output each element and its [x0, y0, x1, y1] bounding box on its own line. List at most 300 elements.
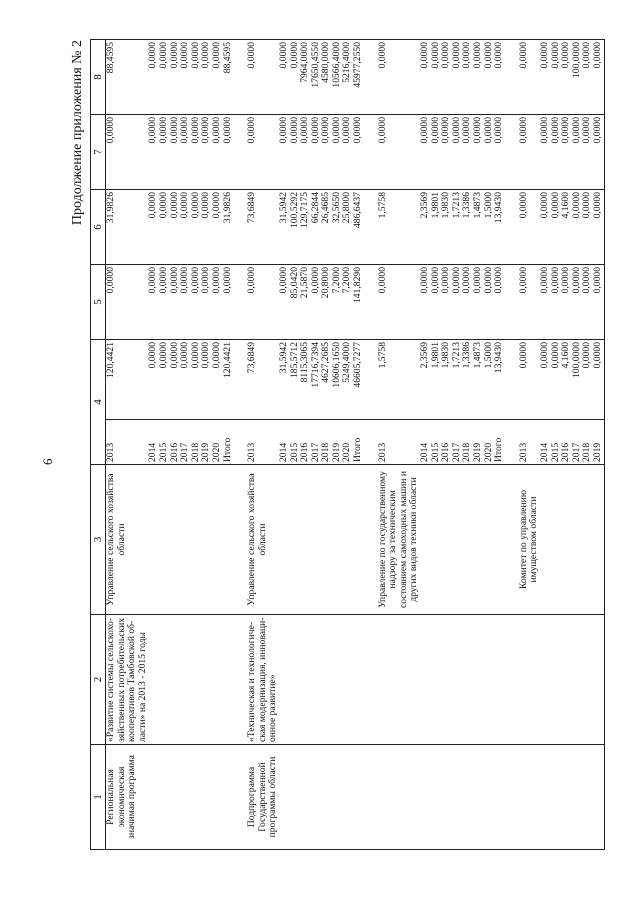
spacer-cell — [233, 465, 247, 615]
executor-cell — [484, 465, 495, 615]
year-cell: 2013 — [106, 420, 149, 465]
program-name-cell — [540, 615, 551, 745]
total-cell: 10606,1650 — [332, 340, 343, 420]
year-cell: 2013 — [519, 420, 540, 465]
value-cell-col7: 0,0000 — [159, 115, 170, 190]
spacer-cell — [364, 465, 378, 615]
appendix-caption: Продолжение приложения № 2 — [70, 40, 85, 226]
value-cell-col6: 32,5650 — [332, 190, 343, 265]
program-type-cell — [290, 745, 301, 850]
year-cell: 2015 — [431, 420, 442, 465]
executor-cell — [582, 465, 593, 615]
value-cell-col8: 0,0000 — [378, 40, 420, 115]
value-cell-col5: 0,0000 — [378, 265, 420, 340]
value-cell-col5: 0,0000 — [311, 265, 322, 340]
year-cell: 2019 — [332, 420, 343, 465]
value-cell-col6: 1,9801 — [431, 190, 442, 265]
header-cell: 1 — [91, 745, 106, 850]
program-name-cell — [159, 615, 170, 745]
value-cell-col6: 100,5292 — [290, 190, 301, 265]
year-cell: 2016 — [441, 420, 452, 465]
value-cell-col5: 0,0000 — [201, 265, 212, 340]
executor-cell: Комитет по управлению имуществом области — [519, 465, 540, 615]
value-cell-col7: 0,0000 — [582, 115, 593, 190]
value-cell-col7: 0,0000 — [212, 115, 223, 190]
value-cell-col8: 0,0000 — [452, 40, 463, 115]
program-name-cell — [300, 615, 311, 745]
program-name-cell — [170, 615, 181, 745]
total-cell: 0,0000 — [159, 340, 170, 420]
value-cell-col5: 0,0000 — [561, 265, 572, 340]
value-cell-col7: 0,0000 — [561, 115, 572, 190]
spacer-cell — [364, 190, 378, 265]
program-name-cell — [191, 615, 202, 745]
program-name-cell — [582, 615, 593, 745]
program-name-cell — [572, 615, 583, 745]
year-cell: 2013 — [247, 420, 279, 465]
total-cell: 17716,7394 — [311, 340, 322, 420]
program-name-cell — [462, 615, 473, 745]
value-cell-col7: 0,0000 — [494, 115, 505, 190]
total-cell: 185,5712 — [290, 340, 301, 420]
table-header-row — [91, 40, 106, 850]
value-cell-col5: 0,0000 — [473, 265, 484, 340]
program-type-cell — [540, 745, 551, 850]
value-cell-col5: 0,0000 — [247, 265, 279, 340]
appendix-table — [90, 39, 605, 850]
value-cell-col6: 31,5942 — [279, 190, 290, 265]
year-cell: Итого — [353, 420, 364, 465]
executor-cell — [279, 465, 290, 615]
spacer-cell — [364, 745, 378, 850]
program-type-cell — [201, 745, 212, 850]
total-cell: 0,0000 — [582, 340, 593, 420]
executor-cell — [441, 465, 452, 615]
executor-cell — [170, 465, 181, 615]
value-cell-col7: 0,0000 — [473, 115, 484, 190]
total-cell: 0,0000 — [212, 340, 223, 420]
year-cell: 2013 — [378, 420, 420, 465]
header-cell: 2 — [91, 615, 106, 745]
executor-cell — [540, 465, 551, 615]
value-cell-col8: 0,0000 — [593, 40, 604, 115]
total-cell: 120,4421 — [106, 340, 149, 420]
page-number: 6 — [40, 458, 55, 465]
executor-cell — [332, 465, 343, 615]
program-type-cell — [180, 745, 191, 850]
value-cell-col6: 1,5758 — [378, 190, 420, 265]
total-cell: 2,3569 — [420, 340, 431, 420]
value-cell-col8: 0,0000 — [159, 40, 170, 115]
spacer-cell — [505, 420, 519, 465]
executor-cell: Управление сельского хозяйства области — [106, 465, 149, 615]
program-type-cell — [353, 745, 364, 850]
value-cell-col5: 0,0000 — [593, 265, 604, 340]
value-cell-col6: 486,6437 — [353, 190, 364, 265]
value-cell-col6: 4,1600 — [561, 190, 572, 265]
program-name-cell — [494, 615, 505, 745]
value-cell-col8: 45977,2550 — [353, 40, 364, 115]
program-name-cell — [212, 615, 223, 745]
spacer-cell — [364, 40, 378, 115]
total-cell: 1,5000 — [484, 340, 495, 420]
value-cell-col5: 0,0000 — [551, 265, 562, 340]
value-cell-col6: 0,0000 — [593, 190, 604, 265]
value-cell-col5: 20,8000 — [321, 265, 332, 340]
value-cell-col8: 0,0000 — [191, 40, 202, 115]
program-type-cell — [148, 745, 159, 850]
value-cell-col8: 0,0000 — [561, 40, 572, 115]
table-row — [540, 40, 551, 850]
value-cell-col5: 0,0000 — [159, 265, 170, 340]
total-cell: 31,5942 — [279, 340, 290, 420]
table-row — [223, 40, 234, 850]
program-name-cell — [148, 615, 159, 745]
program-type-cell — [321, 745, 332, 850]
program-name-cell — [353, 615, 364, 745]
total-cell: 4627,2685 — [321, 340, 332, 420]
spacer-cell — [233, 420, 247, 465]
value-cell-col6: 0,0000 — [572, 190, 583, 265]
value-cell-col8: 0,0000 — [462, 40, 473, 115]
value-cell-col7: 0,0000 — [279, 115, 290, 190]
program-name-cell — [201, 615, 212, 745]
value-cell-col7: 0,0000 — [290, 115, 301, 190]
header-cell: 5 — [91, 265, 106, 340]
table-row — [212, 40, 223, 850]
executor-cell — [159, 465, 170, 615]
total-cell: 1,4873 — [473, 340, 484, 420]
spacer-cell — [505, 615, 519, 745]
year-cell: Итого — [223, 420, 234, 465]
program-type-cell — [431, 745, 442, 850]
value-cell-col7: 0,0000 — [462, 115, 473, 190]
value-cell-col7: 0,0000 — [332, 115, 343, 190]
header-cell: 3 — [91, 465, 106, 615]
value-cell-col8: 0,0000 — [420, 40, 431, 115]
value-cell-col8: 0,0000 — [441, 40, 452, 115]
value-cell-col8: 100,0000 — [572, 40, 583, 115]
spacer-cell — [505, 745, 519, 850]
total-cell: 1,7213 — [452, 340, 463, 420]
executor-cell — [223, 465, 234, 615]
table-row — [593, 40, 604, 850]
program-name-cell — [561, 615, 572, 745]
program-type-cell — [561, 745, 572, 850]
year-cell: 2019 — [593, 420, 604, 465]
value-cell-col7: 0,0000 — [452, 115, 463, 190]
total-cell: 8115,3065 — [300, 340, 311, 420]
executor-cell — [431, 465, 442, 615]
value-cell-col8: 0,0000 — [180, 40, 191, 115]
program-name-cell — [342, 615, 353, 745]
program-type-cell — [462, 745, 473, 850]
year-cell: 2017 — [452, 420, 463, 465]
value-cell-col8: 88,4595 — [106, 40, 149, 115]
value-cell-col6: 25,8000 — [342, 190, 353, 265]
value-cell-col6: 2,3569 — [420, 190, 431, 265]
value-cell-col6: 31,9826 — [223, 190, 234, 265]
year-cell: 2019 — [473, 420, 484, 465]
program-name-cell — [473, 615, 484, 745]
total-cell: 0,0000 — [180, 340, 191, 420]
value-cell-col8: 0,0000 — [494, 40, 505, 115]
program-name-cell — [431, 615, 442, 745]
value-cell-col7: 0,0000 — [342, 115, 353, 190]
value-cell-col7: 0,0000 — [420, 115, 431, 190]
year-cell: 2017 — [180, 420, 191, 465]
year-cell: 2018 — [462, 420, 473, 465]
value-cell-col8: 0,0000 — [170, 40, 181, 115]
program-name-cell — [420, 615, 431, 745]
program-name-cell — [484, 615, 495, 745]
program-name-cell — [279, 615, 290, 745]
value-cell-col7: 0,0000 — [572, 115, 583, 190]
year-cell: 2015 — [159, 420, 170, 465]
value-cell-col8: 0,0000 — [212, 40, 223, 115]
value-cell-col6: 1,7213 — [452, 190, 463, 265]
value-cell-col6: 66,2844 — [311, 190, 322, 265]
total-cell: 0,0000 — [170, 340, 181, 420]
program-name-cell: «Техническая и технологиче-ская модернизация, инноваци-онное развитие» — [247, 615, 279, 745]
value-cell-col5: 0,0000 — [279, 265, 290, 340]
table-row — [494, 40, 505, 850]
value-cell-col8: 0,0000 — [201, 40, 212, 115]
total-cell: 1,9830 — [441, 340, 452, 420]
value-cell-col7: 0,0000 — [148, 115, 159, 190]
value-cell-col6: 0,0000 — [519, 190, 540, 265]
executor-cell — [420, 465, 431, 615]
program-type-cell — [191, 745, 202, 850]
value-cell-col7: 0,0000 — [431, 115, 442, 190]
subgroup-spacer-row — [364, 40, 378, 850]
table-row — [247, 40, 279, 850]
value-cell-col7: 0,0000 — [353, 115, 364, 190]
value-cell-col6: 0,0000 — [159, 190, 170, 265]
table-row — [473, 40, 484, 850]
total-cell: 0,0000 — [540, 340, 551, 420]
year-cell: 2018 — [321, 420, 332, 465]
program-type-cell — [593, 745, 604, 850]
executor-cell — [191, 465, 202, 615]
program-name-cell — [311, 615, 322, 745]
value-cell-col5: 0,0000 — [462, 265, 473, 340]
program-name-cell — [593, 615, 604, 745]
executor-cell — [462, 465, 473, 615]
program-type-cell — [212, 745, 223, 850]
value-cell-col7: 0,0000 — [519, 115, 540, 190]
executor-cell — [212, 465, 223, 615]
total-cell: 46605,7277 — [353, 340, 364, 420]
total-cell: 0,0000 — [201, 340, 212, 420]
value-cell-col7: 0,0000 — [247, 115, 279, 190]
executor-cell — [321, 465, 332, 615]
value-cell-col7: 0,0000 — [484, 115, 495, 190]
value-cell-col7: 0,0000 — [441, 115, 452, 190]
value-cell-col5: 0,0000 — [191, 265, 202, 340]
executor-cell — [452, 465, 463, 615]
value-cell-col5: 0,0000 — [572, 265, 583, 340]
year-cell: 2018 — [582, 420, 593, 465]
year-cell: 2014 — [540, 420, 551, 465]
value-cell-col8: 0,0000 — [484, 40, 495, 115]
spacer-cell — [233, 115, 247, 190]
total-cell: 0,0000 — [593, 340, 604, 420]
total-cell: 0,0000 — [551, 340, 562, 420]
year-cell: 2020 — [484, 420, 495, 465]
table-body — [106, 40, 605, 850]
year-cell: 2016 — [561, 420, 572, 465]
executor-cell — [353, 465, 364, 615]
table-row — [106, 40, 149, 850]
value-cell-col6: 31,9826 — [106, 190, 149, 265]
program-name-cell — [180, 615, 191, 745]
program-name-cell — [452, 615, 463, 745]
subgroup-spacer-row — [505, 40, 519, 850]
value-cell-col8: 0,0000 — [540, 40, 551, 115]
spacer-cell — [364, 115, 378, 190]
value-cell-col7: 0,0000 — [551, 115, 562, 190]
executor-cell — [473, 465, 484, 615]
total-cell: 73,6849 — [247, 340, 279, 420]
total-cell: 1,3386 — [462, 340, 473, 420]
spacer-cell — [233, 40, 247, 115]
program-type-cell — [494, 745, 505, 850]
year-cell: 2017 — [572, 420, 583, 465]
value-cell-col7: 0,0000 — [311, 115, 322, 190]
year-cell: 2019 — [201, 420, 212, 465]
program-name-cell — [321, 615, 332, 745]
total-cell: 4,1600 — [561, 340, 572, 420]
value-cell-col5: 0,0000 — [519, 265, 540, 340]
value-cell-col8: 5216,4000 — [342, 40, 353, 115]
executor-cell — [593, 465, 604, 615]
program-type-cell — [300, 745, 311, 850]
program-name-cell — [551, 615, 562, 745]
value-cell-col8: 0,0000 — [582, 40, 593, 115]
program-type-cell — [441, 745, 452, 850]
year-cell: 2014 — [279, 420, 290, 465]
total-cell: 5249,4000 — [342, 340, 353, 420]
year-cell: 2020 — [212, 420, 223, 465]
value-cell-col6: 1,4873 — [473, 190, 484, 265]
value-cell-col7: 0,0000 — [170, 115, 181, 190]
value-cell-col7: 0,0000 — [378, 115, 420, 190]
year-cell: Итого — [494, 420, 505, 465]
value-cell-col6: 129,7175 — [300, 190, 311, 265]
total-cell: 100,0000 — [572, 340, 583, 420]
year-cell: 2017 — [311, 420, 322, 465]
value-cell-col8: 7964,0000 — [300, 40, 311, 115]
value-cell-col6: 13,9430 — [494, 190, 505, 265]
value-cell-col8: 17650,4550 — [311, 40, 322, 115]
value-cell-col5: 0,0000 — [441, 265, 452, 340]
value-cell-col5: 0,0000 — [223, 265, 234, 340]
year-cell: 2020 — [342, 420, 353, 465]
value-cell-col5: 85,0420 — [290, 265, 301, 340]
spacer-cell — [233, 340, 247, 420]
value-cell-col5: 0,0000 — [420, 265, 431, 340]
program-type-cell: Региональная экономическая значимая программа — [106, 745, 149, 850]
value-cell-col7: 0,0000 — [201, 115, 212, 190]
value-cell-col6: 0,0000 — [212, 190, 223, 265]
value-cell-col6: 0,0000 — [551, 190, 562, 265]
value-cell-col8: 0,0000 — [279, 40, 290, 115]
executor-cell — [342, 465, 353, 615]
total-cell: 120,4421 — [223, 340, 234, 420]
total-cell: 1,9801 — [431, 340, 442, 420]
program-name-cell — [441, 615, 452, 745]
spacer-cell — [364, 615, 378, 745]
executor-cell — [201, 465, 212, 615]
header-cell: 8 — [91, 40, 106, 115]
year-cell: 2014 — [420, 420, 431, 465]
value-cell-col5: 0,0000 — [148, 265, 159, 340]
value-cell-col5: 0,0000 — [170, 265, 181, 340]
header-cell: 6 — [91, 190, 106, 265]
value-cell-col8: 0,0000 — [473, 40, 484, 115]
program-type-cell — [519, 745, 540, 850]
value-cell-col8: 0,0000 — [551, 40, 562, 115]
table-row — [378, 40, 420, 850]
total-cell: 1,5758 — [378, 340, 420, 420]
program-type-cell — [420, 745, 431, 850]
program-name-cell: «Развитие системы сельскохо-зяйственных потребительских кооперативов Тамбовской об-ласти» на 2013 - 2015 годы — [106, 615, 149, 745]
program-name-cell — [223, 615, 234, 745]
value-cell-col8: 0,0000 — [247, 40, 279, 115]
table-row — [279, 40, 290, 850]
value-cell-col7: 0,0000 — [321, 115, 332, 190]
value-cell-col5: 7,2000 — [342, 265, 353, 340]
table-row — [353, 40, 364, 850]
year-cell: 2018 — [191, 420, 202, 465]
value-cell-col8: 10566,4000 — [332, 40, 343, 115]
program-type-cell — [484, 745, 495, 850]
program-type-cell — [572, 745, 583, 850]
value-cell-col7: 0,0000 — [106, 115, 149, 190]
value-cell-col7: 0,0000 — [300, 115, 311, 190]
value-cell-col5: 0,0000 — [582, 265, 593, 340]
value-cell-col7: 0,0000 — [191, 115, 202, 190]
spacer-cell — [505, 340, 519, 420]
value-cell-col7: 0,0000 — [593, 115, 604, 190]
program-name-cell — [290, 615, 301, 745]
header-cell: 7 — [91, 115, 106, 190]
value-cell-col6: 1,9830 — [441, 190, 452, 265]
value-cell-col5: 0,0000 — [540, 265, 551, 340]
program-type-cell — [159, 745, 170, 850]
program-type-cell: Подпрограмма Государственной программы области — [247, 745, 279, 850]
executor-cell — [572, 465, 583, 615]
executor-cell: Управление сельского хозяйства области — [247, 465, 279, 615]
value-cell-col7: 0,0000 — [540, 115, 551, 190]
program-name-cell — [519, 615, 540, 745]
value-cell-col6: 0,0000 — [180, 190, 191, 265]
value-cell-col6: 0,0000 — [170, 190, 181, 265]
program-type-cell — [311, 745, 322, 850]
total-cell: 0,0000 — [191, 340, 202, 420]
value-cell-col5: 7,2000 — [332, 265, 343, 340]
program-name-cell — [378, 615, 420, 745]
year-cell: 2016 — [300, 420, 311, 465]
value-cell-col8: 0,0000 — [290, 40, 301, 115]
spacer-cell — [233, 615, 247, 745]
year-cell: 2016 — [170, 420, 181, 465]
value-cell-col5: 0,0000 — [106, 265, 149, 340]
program-type-cell — [378, 745, 420, 850]
value-cell-col5: 0,0000 — [484, 265, 495, 340]
program-type-cell — [582, 745, 593, 850]
